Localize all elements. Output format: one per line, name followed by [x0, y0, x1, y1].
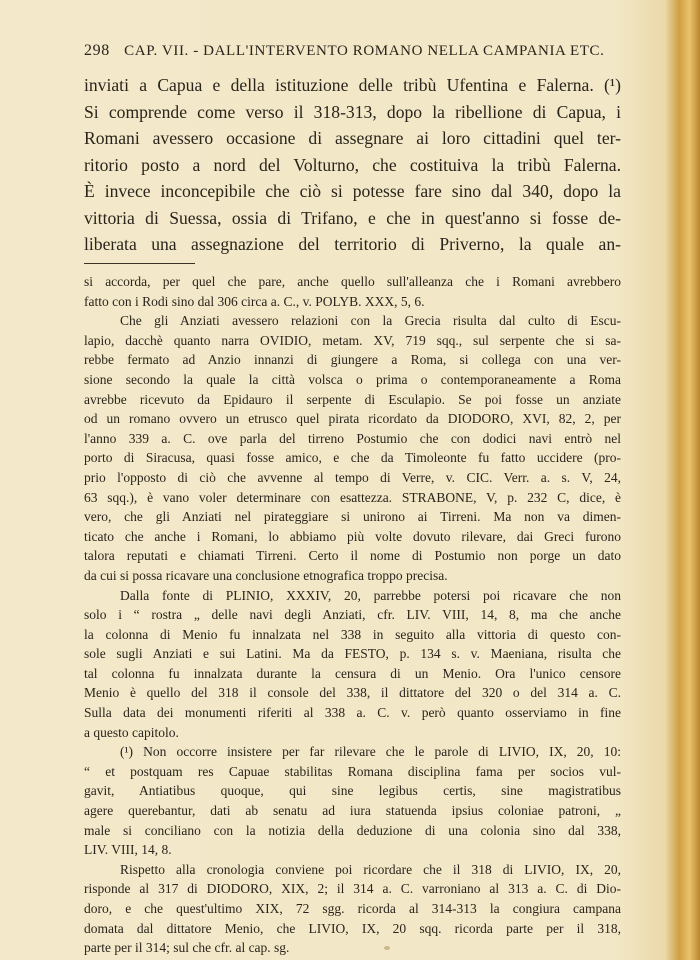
footnote-line: ticato che anche i Romani, lo abbiamo più volte dovuto rilevare, dai Greci furono — [84, 528, 621, 544]
footnote-line: la colonna di Menio fu innalzata nel 338 in seguito alla vittoria di questo con- — [84, 626, 621, 642]
footnote-line: LIV. VIII, 14, 8. — [84, 842, 172, 858]
footnotes — [84, 272, 621, 958]
footnote-line: agere querebantur, dati ab senatu ad iura statuenda ipsius coloniae patroni, „ — [84, 803, 621, 819]
footnote-line: vero, che gli Anziati nel pirateggiare si unirono ai Tirreni. Ma non va dimen- — [84, 509, 621, 525]
text-line: inviati a Capua e della istituzione delle tribù Ufentina e Falerna. (¹) — [84, 75, 621, 95]
footnote-line: da cui si possa ricavare una conclusione etnografica troppo precisa. — [84, 567, 448, 583]
paper-blemish — [384, 946, 390, 950]
text-line: liberata una assegnazione del territorio di Priverno, la quale an- — [84, 234, 621, 254]
footnote-line: domata dal dittatore Menio, che LIVIO, IX, 20 sqq. ricorda parte per il 318, — [84, 920, 621, 936]
footnote-line: si accorda, per quel che pare, anche quello sull'alleanza che i Romani avrebbero — [84, 274, 621, 289]
footnote-line: (¹) Non occorre insistere per far rilevare che le parole di LIVIO, IX, 20, 10: — [120, 744, 621, 760]
footnote-line: rebbe fermato ad Anzio innanzi di giungere a Roma, si collega con una ver- — [84, 352, 621, 368]
text-line: ritorio posto a nord del Volturno, che costituiva la tribù Falerna. — [84, 154, 621, 175]
footnote-line: fatto con i Rodi sino dal 306 circa a. C., v. POLYB. XXX, 5, 6. — [84, 293, 425, 309]
page-number: 298 — [84, 42, 110, 59]
footnote-line: l'anno 339 a. C. ove parla del tirreno Postumio che con dodici navi entrò nel — [84, 430, 621, 446]
footnote-line: Sulla data dei monumenti riferiti al 338 a. C. v. però quanto osserviamo in fine — [84, 705, 621, 721]
footnote-line: Rispetto alla cronologia conviene poi ricordare che il 318 di LIVIO, IX, 20, — [120, 861, 621, 877]
text-line: Romani avessero occasione di assegnare ai loro cittadini quel ter- — [84, 128, 621, 148]
footnote-line: tal colonna fu innalzata durante la censura di un Menio. Ora l'unico censore — [84, 665, 621, 681]
footnote-line: od un romano ovvero un etrusco quel pirata ricordato da DIODORO, XVI, 82, 2, per — [84, 411, 621, 427]
footnote-line: prio l'opposto di ciò che avvenne al tempo di Verre, v. CIC. Verr. a. s. V, 24, — [84, 469, 621, 485]
footnote-line: Menio è quello del 318 il console del 338, il dittatore del 320 o del 314 a. C. — [84, 685, 621, 701]
footnote-separator — [84, 263, 195, 264]
footnote-line: talora reputati e chiamati Tirreni. Certo il nome di Postumio non porge un dato — [84, 548, 621, 564]
footnote-line: doro, e che quest'ultimo XIX, 72 sgg. ricorda al 314-313 la congiura campana — [84, 901, 621, 916]
footnote-line: sole sugli Anziati e sui Latini. Ma da FESTO, p. 134 s. v. Maeniana, risulta che — [84, 646, 621, 662]
text-line: È invece inconcepibile che ciò si potesse fare sino dal 340, dopo la — [84, 181, 621, 201]
footnote-line: avrebbe ricevuto da Epidauro il serpente di Esculapio. Se poi fosse un anziate — [84, 391, 621, 407]
text-line: Si comprende come verso il 318-313, dopo la ribellione di Capua, i — [84, 101, 621, 122]
main-text — [84, 72, 621, 258]
footnote-line: male si conciliano con la notizia della deduzione di una colonia sino dal 338, — [84, 822, 621, 838]
footnote-line: risponde al 317 di DIODORO, XIX, 2; il 314 a. C. varroniano al 313 a. C. di Dio- — [84, 881, 621, 897]
footnote-line: Che gli Anziati avessero relazioni con la Grecia risulta dal culto di Escu- — [120, 313, 621, 329]
running-header — [84, 42, 624, 60]
text-line: vittoria di Suessa, ossia di Trifano, e che in quest'anno si fosse de- — [84, 207, 621, 228]
footnote-line: solo i “ rostra „ delle navi degli Anziati, cfr. LIV. VIII, 14, 8, ma che anche — [84, 607, 621, 623]
footnote-line: porto di Siracusa, quasi fosse amico, e che da Timoleonte fu fatto uccidere (pro- — [84, 450, 621, 466]
footnote-line: gavit, Antiatibus quoque, qui sine legibus certis, sine magistratibus — [84, 783, 621, 799]
footnote-line: 63 sqq.), è vano voler determinare con esattezza. STRABONE, V, p. 232 C, dice, è — [84, 489, 621, 505]
footnote-line: Dalla fonte di PLINIO, XXXIV, 20, parrebbe potersi poi ricavare che non — [120, 587, 621, 603]
footnote-line: a questo capitolo. — [84, 724, 179, 740]
footnote-line: parte per il 314; sul che cfr. al cap. sg. — [84, 940, 290, 956]
running-title: CAP. VII. - DALL'INTERVENTO ROMANO NELLA CAMPANIA ETC. — [124, 43, 605, 59]
footnote-line: lapio, dacchè quanto narra OVIDIO, metam. XV, 719 sqq., sul serpente che si sa- — [84, 332, 621, 348]
footnote-line: “ et postquam res Capuae stabilitas Romana disciplina fama per socios vul- — [84, 763, 621, 779]
footnote-line: sione secondo la quale la città volsca o prima o contemporaneamente a Roma — [84, 371, 621, 387]
